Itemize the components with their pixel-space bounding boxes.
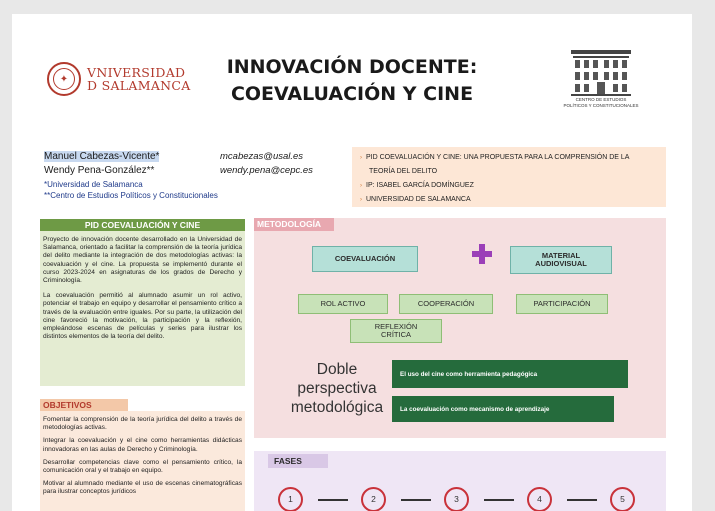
metodologia-heading: METODOLOGÍA (254, 218, 334, 231)
phase-circle: 2 (361, 487, 386, 511)
author-email[interactable]: mcabezas@usal.es (220, 150, 304, 162)
affiliation: **Centro de Estudios Políticos y Constitucionales (44, 191, 218, 200)
info-line: IP: ISABEL GARCÍA DOMÍNGUEZ (366, 182, 474, 189)
reflexion-line2: CRÍTICA (381, 330, 411, 339)
plus-icon (472, 244, 492, 264)
phase-circle: 1 (278, 487, 303, 511)
pid-box (40, 231, 245, 386)
phase-connector (567, 499, 597, 501)
material-line1: MATERIAL (541, 250, 581, 260)
material-line2: AUDIOVISUAL (535, 259, 587, 268)
objetivo-item: Desarrollar competencias clave como el pensamiento crítico, la comunicación oral y el trabajo en equipo. (43, 458, 242, 475)
usal-seal-icon: ✦ (47, 62, 81, 96)
cepc-name-line2: POLÍTICOS Y CONSTITUCIONALES (563, 103, 639, 108)
perspectiva-cine-box: El uso del cine como herramienta pedagógica (392, 360, 628, 388)
coevaluacion-box: COEVALUACIÓN (312, 246, 418, 272)
project-info-box (352, 147, 666, 207)
author-email[interactable]: wendy.pena@cepc.es (220, 164, 313, 176)
usal-name-line2: D SALAMANCA (87, 78, 191, 93)
usal-name-line1: VNIVERSIDAD (87, 65, 186, 80)
pid-paragraph: La coevaluación permitió al alumnado asumir un rol activo, potenciar el trabajo en equipo y desarrollar el pensamiento crítico a través de la evaluación entre iguales. Por su parte, la utilización del cine favoreció la motivación, la participación y la reflexión, empleándose escenas de películas y series para ilustrar los distintos elementos de la teoría del delito. (43, 292, 242, 341)
perspectiva-coevaluacion-box: La coevaluación como mecanismo de aprendizaje (392, 396, 614, 422)
authors-block (44, 149, 344, 201)
info-line: UNIVERSIDAD DE SALAMANCA (366, 196, 471, 203)
objetivo-item: Integrar la coevaluación y el cine como herramientas didácticas innovadoras en las aulas de Derecho y Criminología. (43, 437, 242, 453)
author-name: Manuel Cabezas-Vicente* (44, 150, 160, 162)
material-audiovisual-box (510, 246, 612, 274)
participacion-box: PARTICIPACIÓN (516, 294, 608, 314)
bullet-icon: › (360, 155, 362, 161)
phase-connector (318, 499, 348, 501)
phase-connector (484, 499, 514, 501)
reflexion-critica-box (350, 319, 442, 343)
title-line2: COEVALUACIÓN Y CINE (230, 83, 474, 105)
objetivos-heading: OBJETIVOS (40, 399, 128, 411)
bullet-icon: › (360, 197, 362, 203)
phase-connector (401, 499, 431, 501)
cooperacion-box: COOPERACIÓN (399, 294, 493, 314)
fases-heading: FASES (268, 454, 328, 468)
cepc-logo (560, 46, 642, 108)
phase-circle: 5 (610, 487, 635, 511)
rol-activo-box: ROL ACTIVO (298, 294, 388, 314)
title-line1: INNOVACIÓN DOCENTE: (226, 56, 478, 78)
doble-line2: perspectiva (297, 380, 377, 397)
pid-heading: PID COEVALUACIÓN Y CINE (40, 219, 245, 231)
reflexion-line1: REFLEXIÓN (374, 321, 418, 331)
affiliation: *Universidad de Salamanca (44, 180, 143, 189)
bullet-icon: › (360, 183, 362, 189)
fases-section (254, 451, 666, 511)
usal-logo (47, 62, 191, 96)
author-name: Wendy Pena-González** (44, 164, 155, 176)
info-line: PID COEVALUACIÓN Y CINE: UNA PROPUESTA PARA LA COMPRENSIÓN DE LA (366, 154, 630, 161)
phase-circle: 3 (444, 487, 469, 511)
objetivo-item: Motivar al alumnado mediante el uso de escenas cinematográficas para ilustrar conceptos jurídicos (43, 480, 242, 496)
pid-paragraph: Proyecto de innovación docente desarrollado en la Universidad de Salamanca, orientado a facilitar la comprensión de la teoría jurídica del delito mediante la integración de dos metodologías activas: la coevaluación y el cine. La propuesta se implementó durante el curso 2023-2024 en asignaturas de los grados de Derecho y Criminología. (43, 236, 242, 285)
objetivos-box (40, 411, 245, 511)
doble-perspectiva-label (272, 360, 402, 417)
metodologia-section (254, 218, 666, 438)
cepc-name-line1: CENTRO DE ESTUDIOS (575, 97, 627, 102)
doble-line1: Doble (316, 361, 358, 378)
doble-line3: metodológica (290, 399, 384, 416)
phase-circle: 4 (527, 487, 552, 511)
poster (12, 14, 692, 511)
building-icon (569, 46, 633, 96)
poster-title (212, 54, 492, 108)
info-line: TEORÍA DEL DELITO (369, 168, 438, 175)
objetivo-item: Fomentar la comprensión de la teoría jurídica del delito a través de metodologías activas. (43, 416, 242, 432)
